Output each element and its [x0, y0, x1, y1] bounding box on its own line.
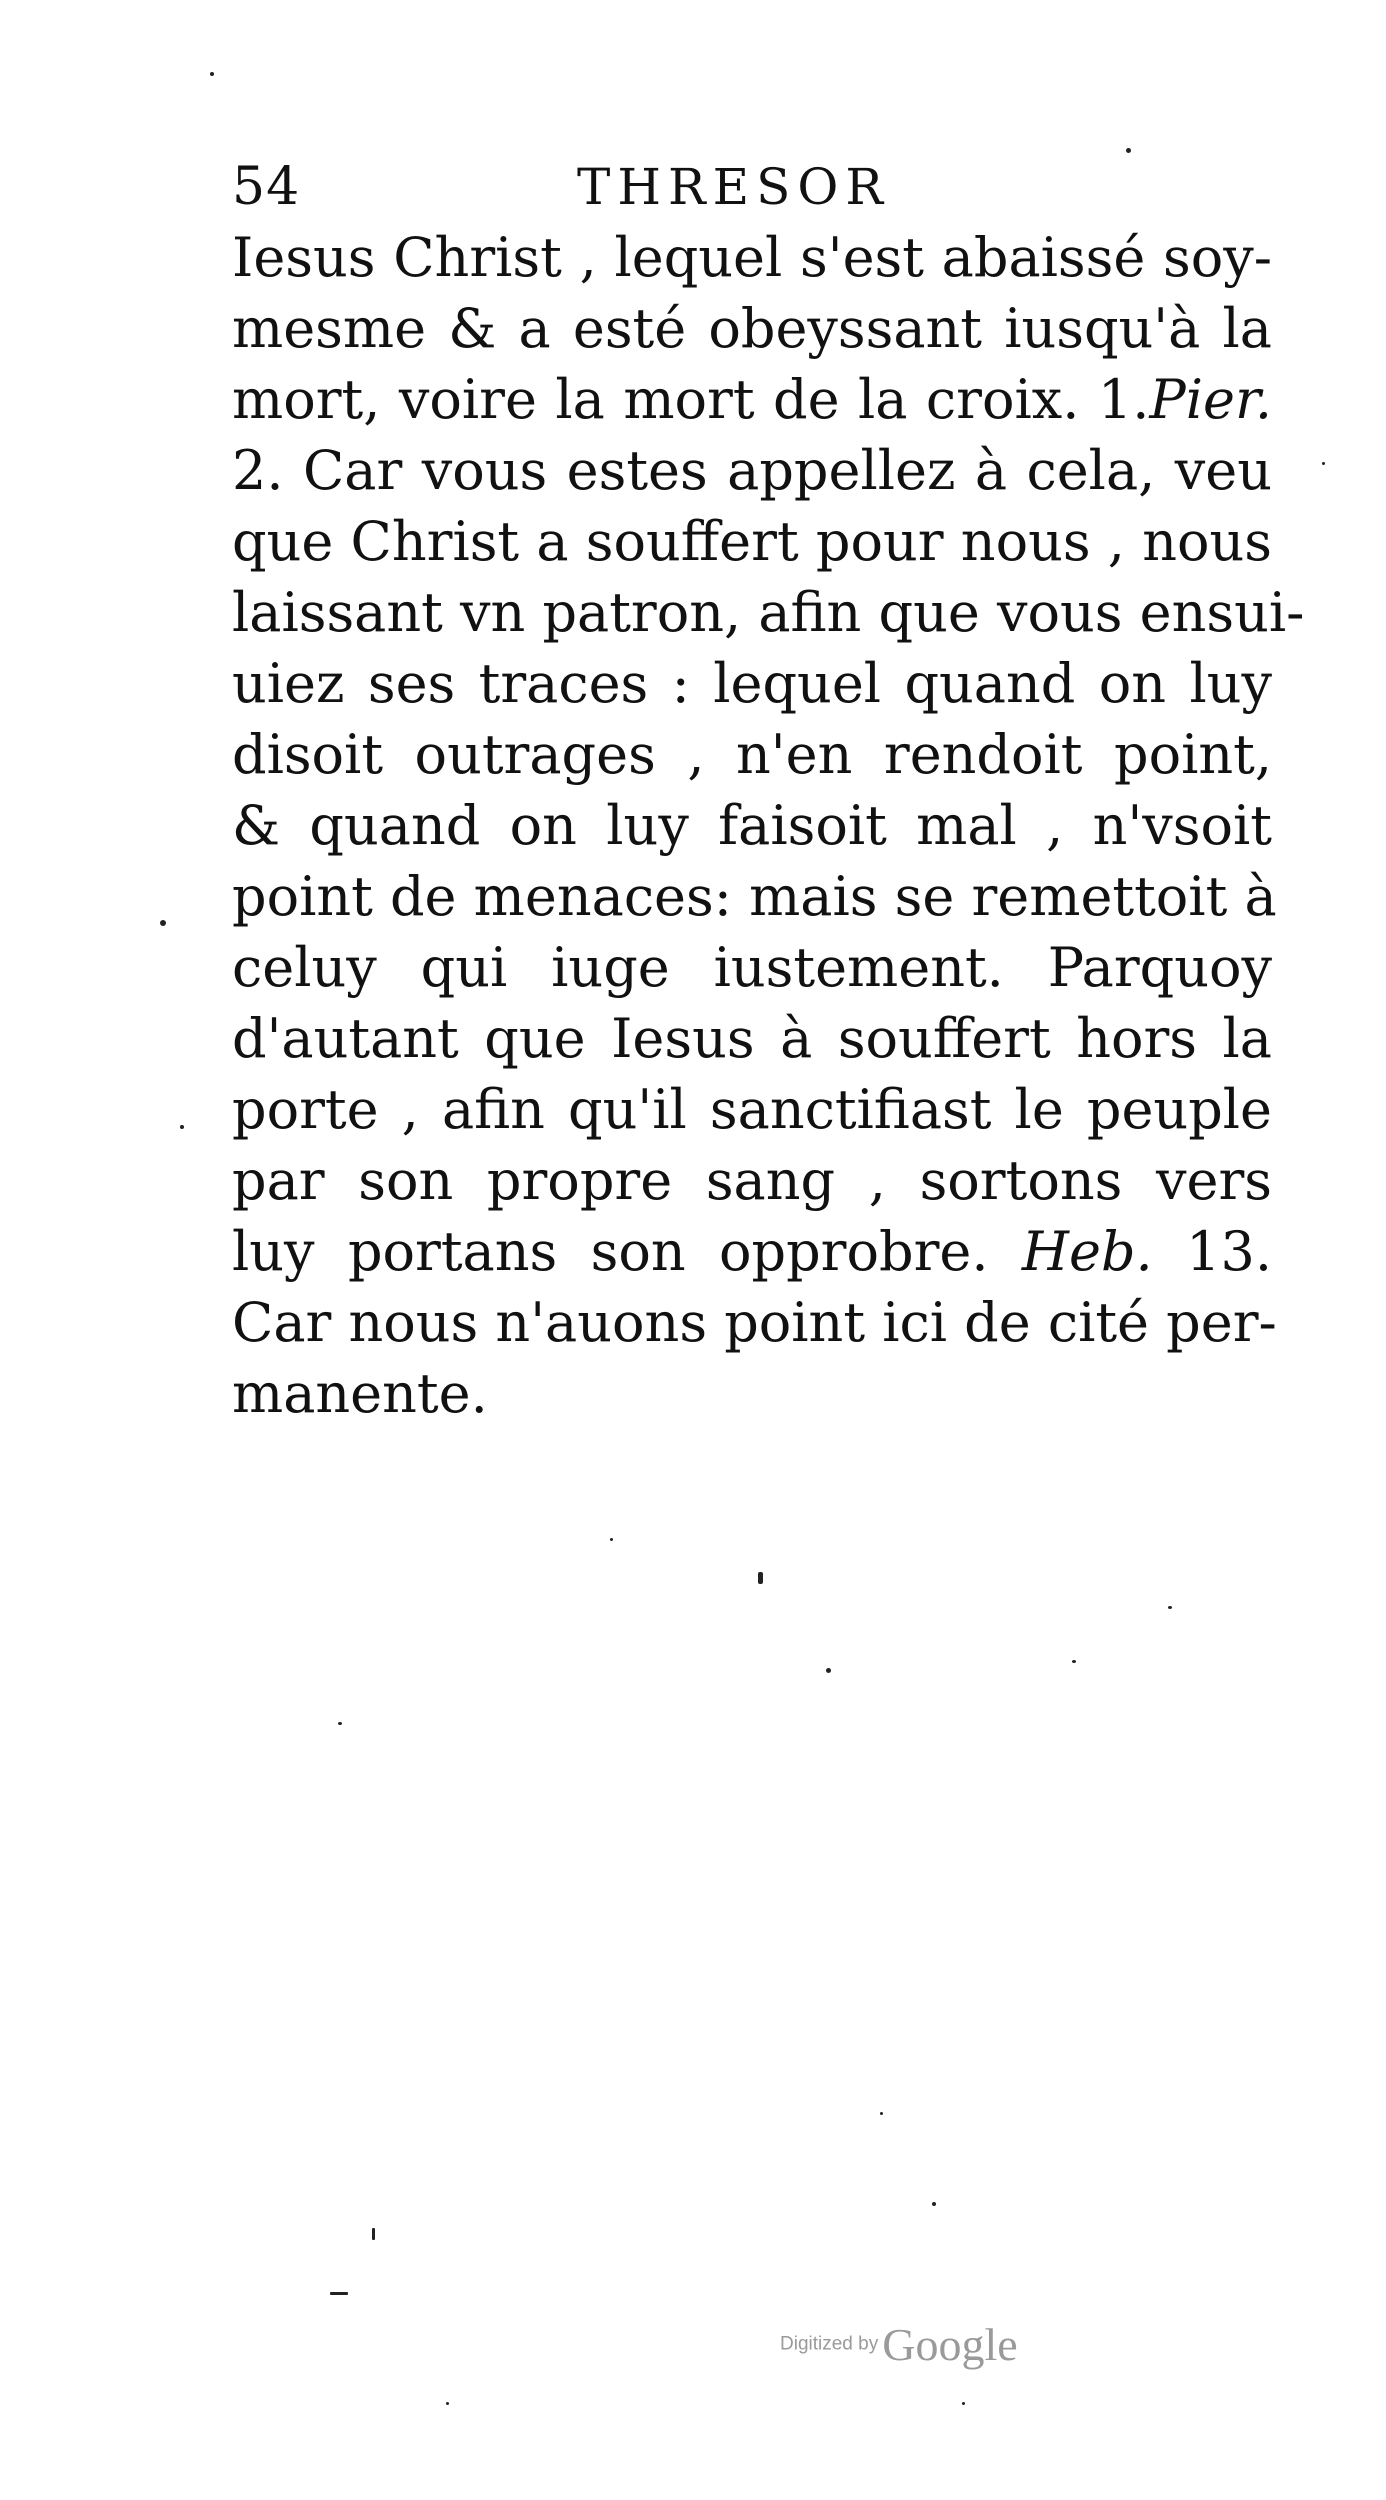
text-line: 2. Car vous estes appellez à cela, veu: [232, 439, 1272, 502]
watermark-brand: Google: [882, 2319, 1018, 2370]
scripture-chapter: 13.: [1186, 1220, 1272, 1283]
text-line: point de menaces: mais se remettoit à: [232, 865, 1277, 928]
text-line: [232, 364, 1272, 435]
text-line: & quand on luy faisoit mal , n'vsoit: [232, 794, 1272, 857]
text-line: manente.: [232, 1362, 488, 1425]
watermark-prefix: Digitized by: [780, 2333, 879, 2355]
scan-speck: [180, 1125, 184, 1129]
scan-speck: [160, 920, 166, 926]
text-line: [232, 1216, 1272, 1287]
digitization-watermark: [780, 2318, 1060, 2378]
body-text: [232, 222, 1305, 1429]
scan-speck: [446, 2402, 449, 2405]
text-line: Car nous n'auons point ici de cité per-: [232, 1291, 1277, 1354]
scan-speck: [610, 1538, 613, 1541]
running-head: THRESOR: [577, 158, 890, 216]
page-number: 54: [232, 157, 301, 217]
scripture-reference: Pier.: [1149, 368, 1272, 431]
page-header: [232, 152, 1272, 222]
scan-speck: [932, 2202, 936, 2206]
scripture-reference: Heb.: [1021, 1220, 1153, 1283]
text-line: disoit outrages , n'en rendoit point,: [232, 723, 1272, 786]
text-line-main: luy portans son opprobre.: [232, 1220, 989, 1283]
scan-speck: [758, 1572, 763, 1584]
text-line: d'autant que Iesus à souffert hors la: [232, 1007, 1272, 1070]
scan-speck: [826, 1668, 831, 1673]
scan-speck: [1072, 1660, 1076, 1663]
scan-speck: [1168, 1606, 1172, 1609]
scan-speck: [330, 2292, 348, 2295]
text-line: Iesus Christ , lequel s'est abaissé soy-: [232, 226, 1272, 289]
scan-speck: [372, 2228, 375, 2240]
text-line: celuy qui iuge iustement. Parquoy: [232, 936, 1272, 999]
text-line: que Christ a souffert pour nous , nous: [232, 510, 1272, 573]
text-line: mesme & a esté obeyssant iusqu'à la: [232, 297, 1272, 360]
text-line-main: mort, voire la mort de la croix. 1.: [232, 368, 1150, 431]
scan-speck: [880, 2112, 883, 2115]
scan-speck: [210, 72, 214, 76]
scan-speck: [1126, 148, 1131, 153]
text-line: uiez ses traces : lequel quand on luy: [232, 652, 1272, 715]
text-line: par son propre sang , sortons vers: [232, 1149, 1272, 1212]
text-line: porte , afin qu'il sanctifiast le peuple: [232, 1078, 1272, 1141]
scan-speck: [962, 2402, 965, 2405]
scan-speck: [1322, 462, 1325, 465]
scan-speck: [338, 1722, 342, 1725]
text-line: laissant vn patron, afin que vous ensui-: [232, 581, 1305, 644]
